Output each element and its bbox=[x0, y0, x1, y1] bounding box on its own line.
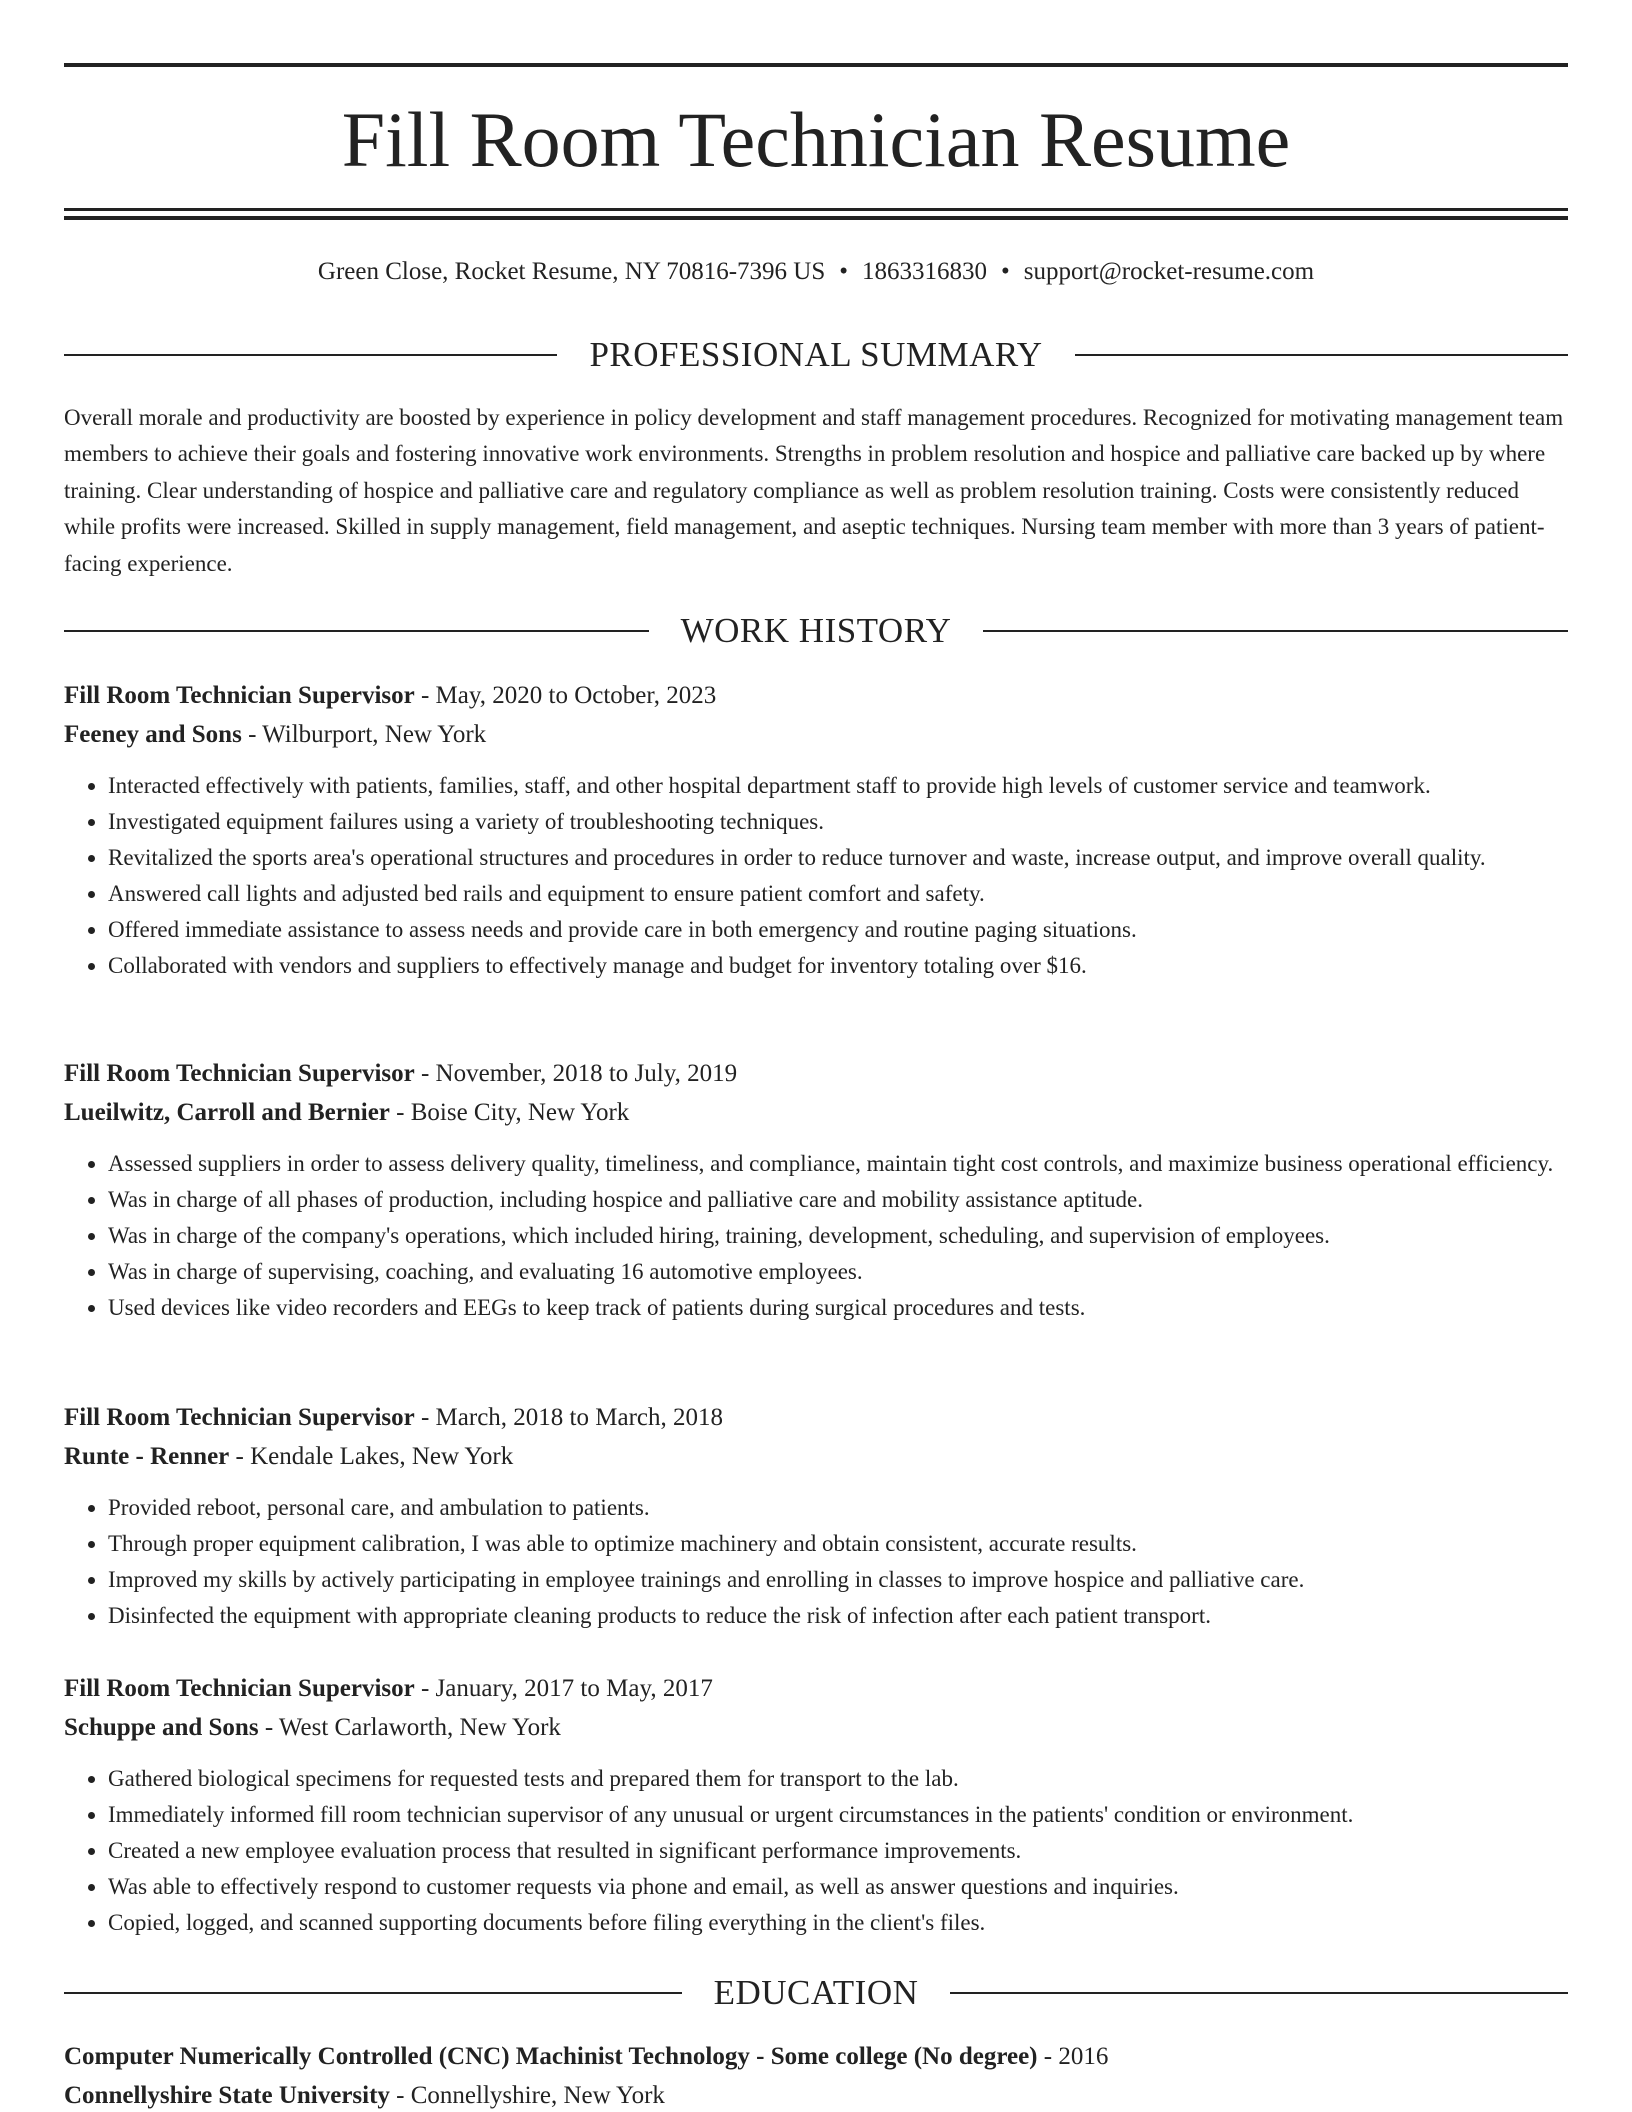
list-item: • Through proper equipment calibration, I was able to optimize machinery and obtain consistent, accurate results. bbox=[108, 1526, 1568, 1562]
job-bullets bbox=[64, 1761, 1568, 1941]
list-item: • Offered immediate assistance to assess needs and provide care in both emergency and routine paging situations. bbox=[108, 912, 1568, 948]
contact-email: support@rocket-resume.com bbox=[1023, 258, 1315, 285]
resume-title: Fill Room Technician Resume bbox=[341, 96, 1291, 183]
list-item: • Was in charge of supervising, coaching, and evaluating 16 automotive employees. bbox=[108, 1254, 1568, 1290]
job-company: Schuppe and Sons bbox=[64, 1714, 259, 1741]
heading-rule bbox=[64, 630, 649, 632]
list-item: • Was in charge of all phases of production, including hospice and palliative care and mobility assistance aptitude. bbox=[108, 1182, 1568, 1218]
section-heading-education bbox=[64, 1971, 1568, 2015]
professional-summary-text: Overall morale and productivity are boosted by experience in policy development and staff management procedures. Recognized for motivating management team members to achieve their goals and fostering innovative work environments. Strengths in problem resolution and hospice and palliative care backed up by where training. Clear understanding of hospice and palliative care and regulatory compliance as well as problem resolution training. Costs were consistently reduced while profits were increased. Skilled in supply management, field management, and aseptic techniques. Nursing team member with more than 3 years of patient-facing experience. bbox=[64, 405, 1564, 576]
heading-rule bbox=[1075, 354, 1568, 356]
job-title: Fill Room Technician Supervisor bbox=[64, 1675, 415, 1702]
section-title: PROFESSIONAL SUMMARY bbox=[589, 335, 1043, 374]
job-dates: - March, 2018 to March, 2018 bbox=[414, 1404, 723, 1431]
list-item: • Improved my skills by actively participating in employee trainings and enrolling in classes to improve hospice and palliative care. bbox=[108, 1562, 1568, 1598]
job-entry bbox=[64, 676, 1568, 984]
list-item: • Provided reboot, personal care, and ambulation to patients. bbox=[108, 1490, 1568, 1526]
heading-rule bbox=[983, 630, 1568, 632]
contact-phone: 1863316830 bbox=[862, 258, 988, 285]
section-title: WORK HISTORY bbox=[680, 611, 952, 650]
contact-separator: • bbox=[1001, 258, 1010, 285]
job-company: Lueilwitz, Carroll and Bernier bbox=[64, 1099, 390, 1126]
list-item: • Disinfected the equipment with appropriate cleaning products to reduce the risk of infection after each patient transport. bbox=[108, 1598, 1568, 1634]
list-item: • Answered call lights and adjusted bed rails and equipment to ensure patient comfort and safety. bbox=[108, 876, 1568, 912]
list-item: • Copied, logged, and scanned supporting documents before filing everything in the client's files. bbox=[108, 1905, 1568, 1941]
job-location: - Boise City, New York bbox=[389, 1099, 630, 1126]
education-location: - Connellyshire, New York bbox=[389, 2082, 665, 2109]
list-item: • Gathered biological specimens for requested tests and prepared them for transport to the lab. bbox=[108, 1761, 1568, 1797]
list-item: • Interacted effectively with patients, families, staff, and other hospital department staff to provide high levels of customer service and teamwork. bbox=[108, 768, 1568, 804]
list-item: • Used devices like video recorders and EEGs to keep track of patients during surgical procedures and tests. bbox=[108, 1290, 1568, 1326]
job-entry bbox=[64, 1398, 1568, 1634]
list-item: • Investigated equipment failures using a variety of troubleshooting techniques. bbox=[108, 804, 1568, 840]
job-bullets bbox=[64, 768, 1568, 984]
list-item: • Collaborated with vendors and suppliers to effectively manage and budget for inventory totaling over $16. bbox=[108, 948, 1568, 984]
list-item: • Immediately informed fill room technician supervisor of any unusual or urgent circumstances in the patients' condition or environment. bbox=[108, 1797, 1568, 1833]
title-double-rule bbox=[64, 208, 1568, 220]
list-item: • Was in charge of the company's operations, which included hiring, training, development, scheduling, and supervision of employees. bbox=[108, 1218, 1568, 1254]
section-heading-work bbox=[64, 609, 1568, 653]
list-item: • Assessed suppliers in order to assess delivery quality, timeliness, and compliance, maintain tight cost controls, and maximize business operational efficiency. bbox=[108, 1146, 1568, 1182]
list-item: • Created a new employee evaluation process that resulted in significant performance improvements. bbox=[108, 1833, 1568, 1869]
job-location: - West Carlaworth, New York bbox=[258, 1714, 561, 1741]
list-item: • Was able to effectively respond to customer requests via phone and email, as well as answer questions and inquiries. bbox=[108, 1869, 1568, 1905]
job-title: Fill Room Technician Supervisor bbox=[64, 1404, 415, 1431]
job-dates: - May, 2020 to October, 2023 bbox=[414, 682, 717, 709]
job-title: Fill Room Technician Supervisor bbox=[64, 1060, 415, 1087]
job-bullets bbox=[64, 1146, 1568, 1326]
education-program: Computer Numerically Controlled (CNC) Machinist Technology - Some college (No degree) bbox=[64, 2043, 1038, 2070]
section-heading-summary bbox=[64, 333, 1568, 377]
contact-line bbox=[64, 255, 1568, 289]
contact-separator: • bbox=[839, 258, 849, 285]
heading-rule bbox=[950, 1992, 1568, 1994]
education-entry bbox=[64, 2037, 1568, 2112]
job-entry bbox=[64, 1054, 1568, 1326]
job-bullets bbox=[64, 1490, 1568, 1634]
job-entry bbox=[64, 1669, 1568, 1941]
contact-address: Green Close, Rocket Resume, NY 70816-7396 US bbox=[317, 258, 826, 285]
education-year: - 2016 bbox=[1037, 2043, 1109, 2070]
section-title: EDUCATION bbox=[713, 1973, 919, 2012]
heading-rule bbox=[64, 354, 557, 356]
list-item: • Revitalized the sports area's operational structures and procedures in order to reduce turnover and waste, increase output, and improve overall quality. bbox=[108, 840, 1568, 876]
top-rule bbox=[64, 63, 1568, 67]
job-dates: - January, 2017 to May, 2017 bbox=[414, 1675, 713, 1702]
job-location: - Wilburport, New York bbox=[241, 721, 487, 748]
job-dates: - November, 2018 to July, 2019 bbox=[414, 1060, 738, 1087]
job-company: Runte - Renner bbox=[64, 1443, 230, 1470]
job-location: - Kendale Lakes, New York bbox=[229, 1443, 514, 1470]
job-title: Fill Room Technician Supervisor bbox=[64, 682, 415, 709]
heading-rule bbox=[64, 1992, 682, 1994]
education-school: Connellyshire State University bbox=[64, 2082, 390, 2109]
job-company: Feeney and Sons bbox=[64, 721, 242, 748]
